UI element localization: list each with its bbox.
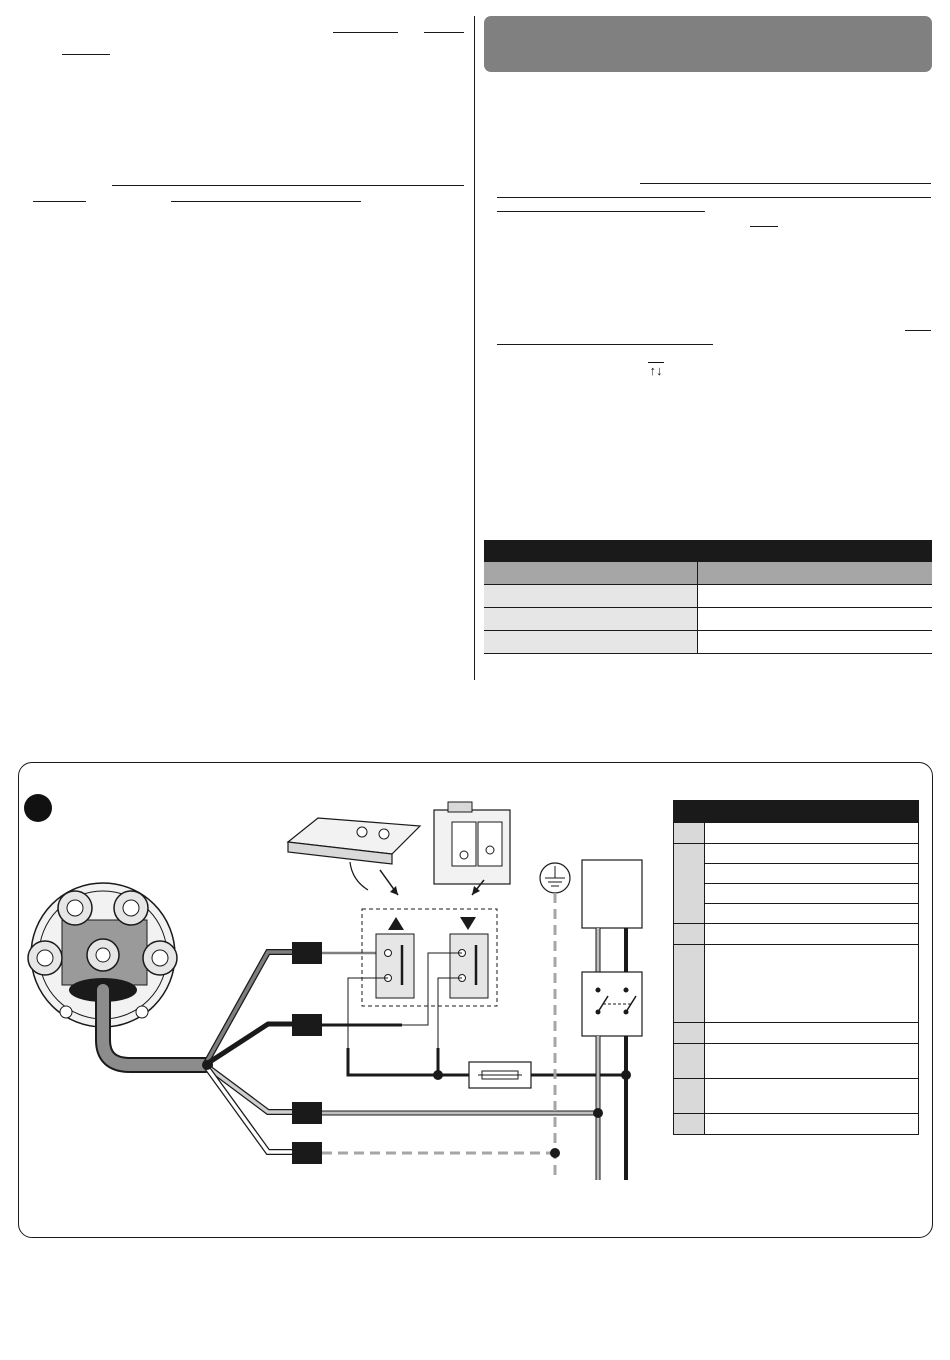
switch-icon: [450, 934, 488, 998]
wire-terminal: [292, 1142, 322, 1164]
up-down-icon: ↑↓: [649, 363, 663, 378]
wall-switch-icon: [434, 802, 510, 884]
switch-icon: [582, 972, 642, 1036]
wire-terminal: [292, 942, 322, 964]
figure-legend-table: [673, 800, 919, 1135]
legend-text: [705, 884, 919, 904]
legend-text: [705, 1044, 919, 1079]
legend-text: [705, 924, 919, 945]
legend-row: [674, 823, 919, 844]
legend-row: [674, 1023, 919, 1044]
legend-key: [674, 844, 705, 924]
legend-text: [705, 1023, 919, 1044]
legend-text: [705, 844, 919, 864]
legend-row: [674, 904, 919, 924]
legend-key: [674, 1114, 705, 1135]
legend-text: [705, 1114, 919, 1135]
legend-row: [674, 1079, 919, 1114]
legend-row: [674, 884, 919, 904]
wire-terminal: [292, 1014, 322, 1036]
legend-key: [674, 1023, 705, 1044]
legend-key: [674, 823, 705, 844]
ground-symbol-icon: [540, 863, 570, 893]
legend-row: [674, 1114, 919, 1135]
legend-header-cell: [674, 801, 919, 823]
legend-text: [705, 864, 919, 884]
remote-control-icon: [288, 818, 420, 890]
legend-text: [705, 823, 919, 844]
power-supply-box: [582, 860, 642, 928]
legend-text: [705, 904, 919, 924]
legend-key: [674, 924, 705, 945]
legend-text: [705, 1079, 919, 1114]
legend-text: [705, 945, 919, 1023]
legend-row: [674, 924, 919, 945]
legend-row: [674, 945, 919, 1023]
legend-row: [674, 864, 919, 884]
switch-icon: [376, 934, 414, 998]
arrow-down-icon: [460, 917, 476, 930]
legend-key: [674, 1044, 705, 1079]
wire-terminal: [292, 1102, 322, 1124]
legend-key: [674, 945, 705, 1023]
arrow-up-icon: [388, 917, 404, 930]
legend-row: [674, 1044, 919, 1079]
legend-key: [674, 1079, 705, 1114]
fuse-icon: [469, 1062, 531, 1088]
legend-row: [674, 844, 919, 864]
legend-header-row: [674, 801, 919, 823]
